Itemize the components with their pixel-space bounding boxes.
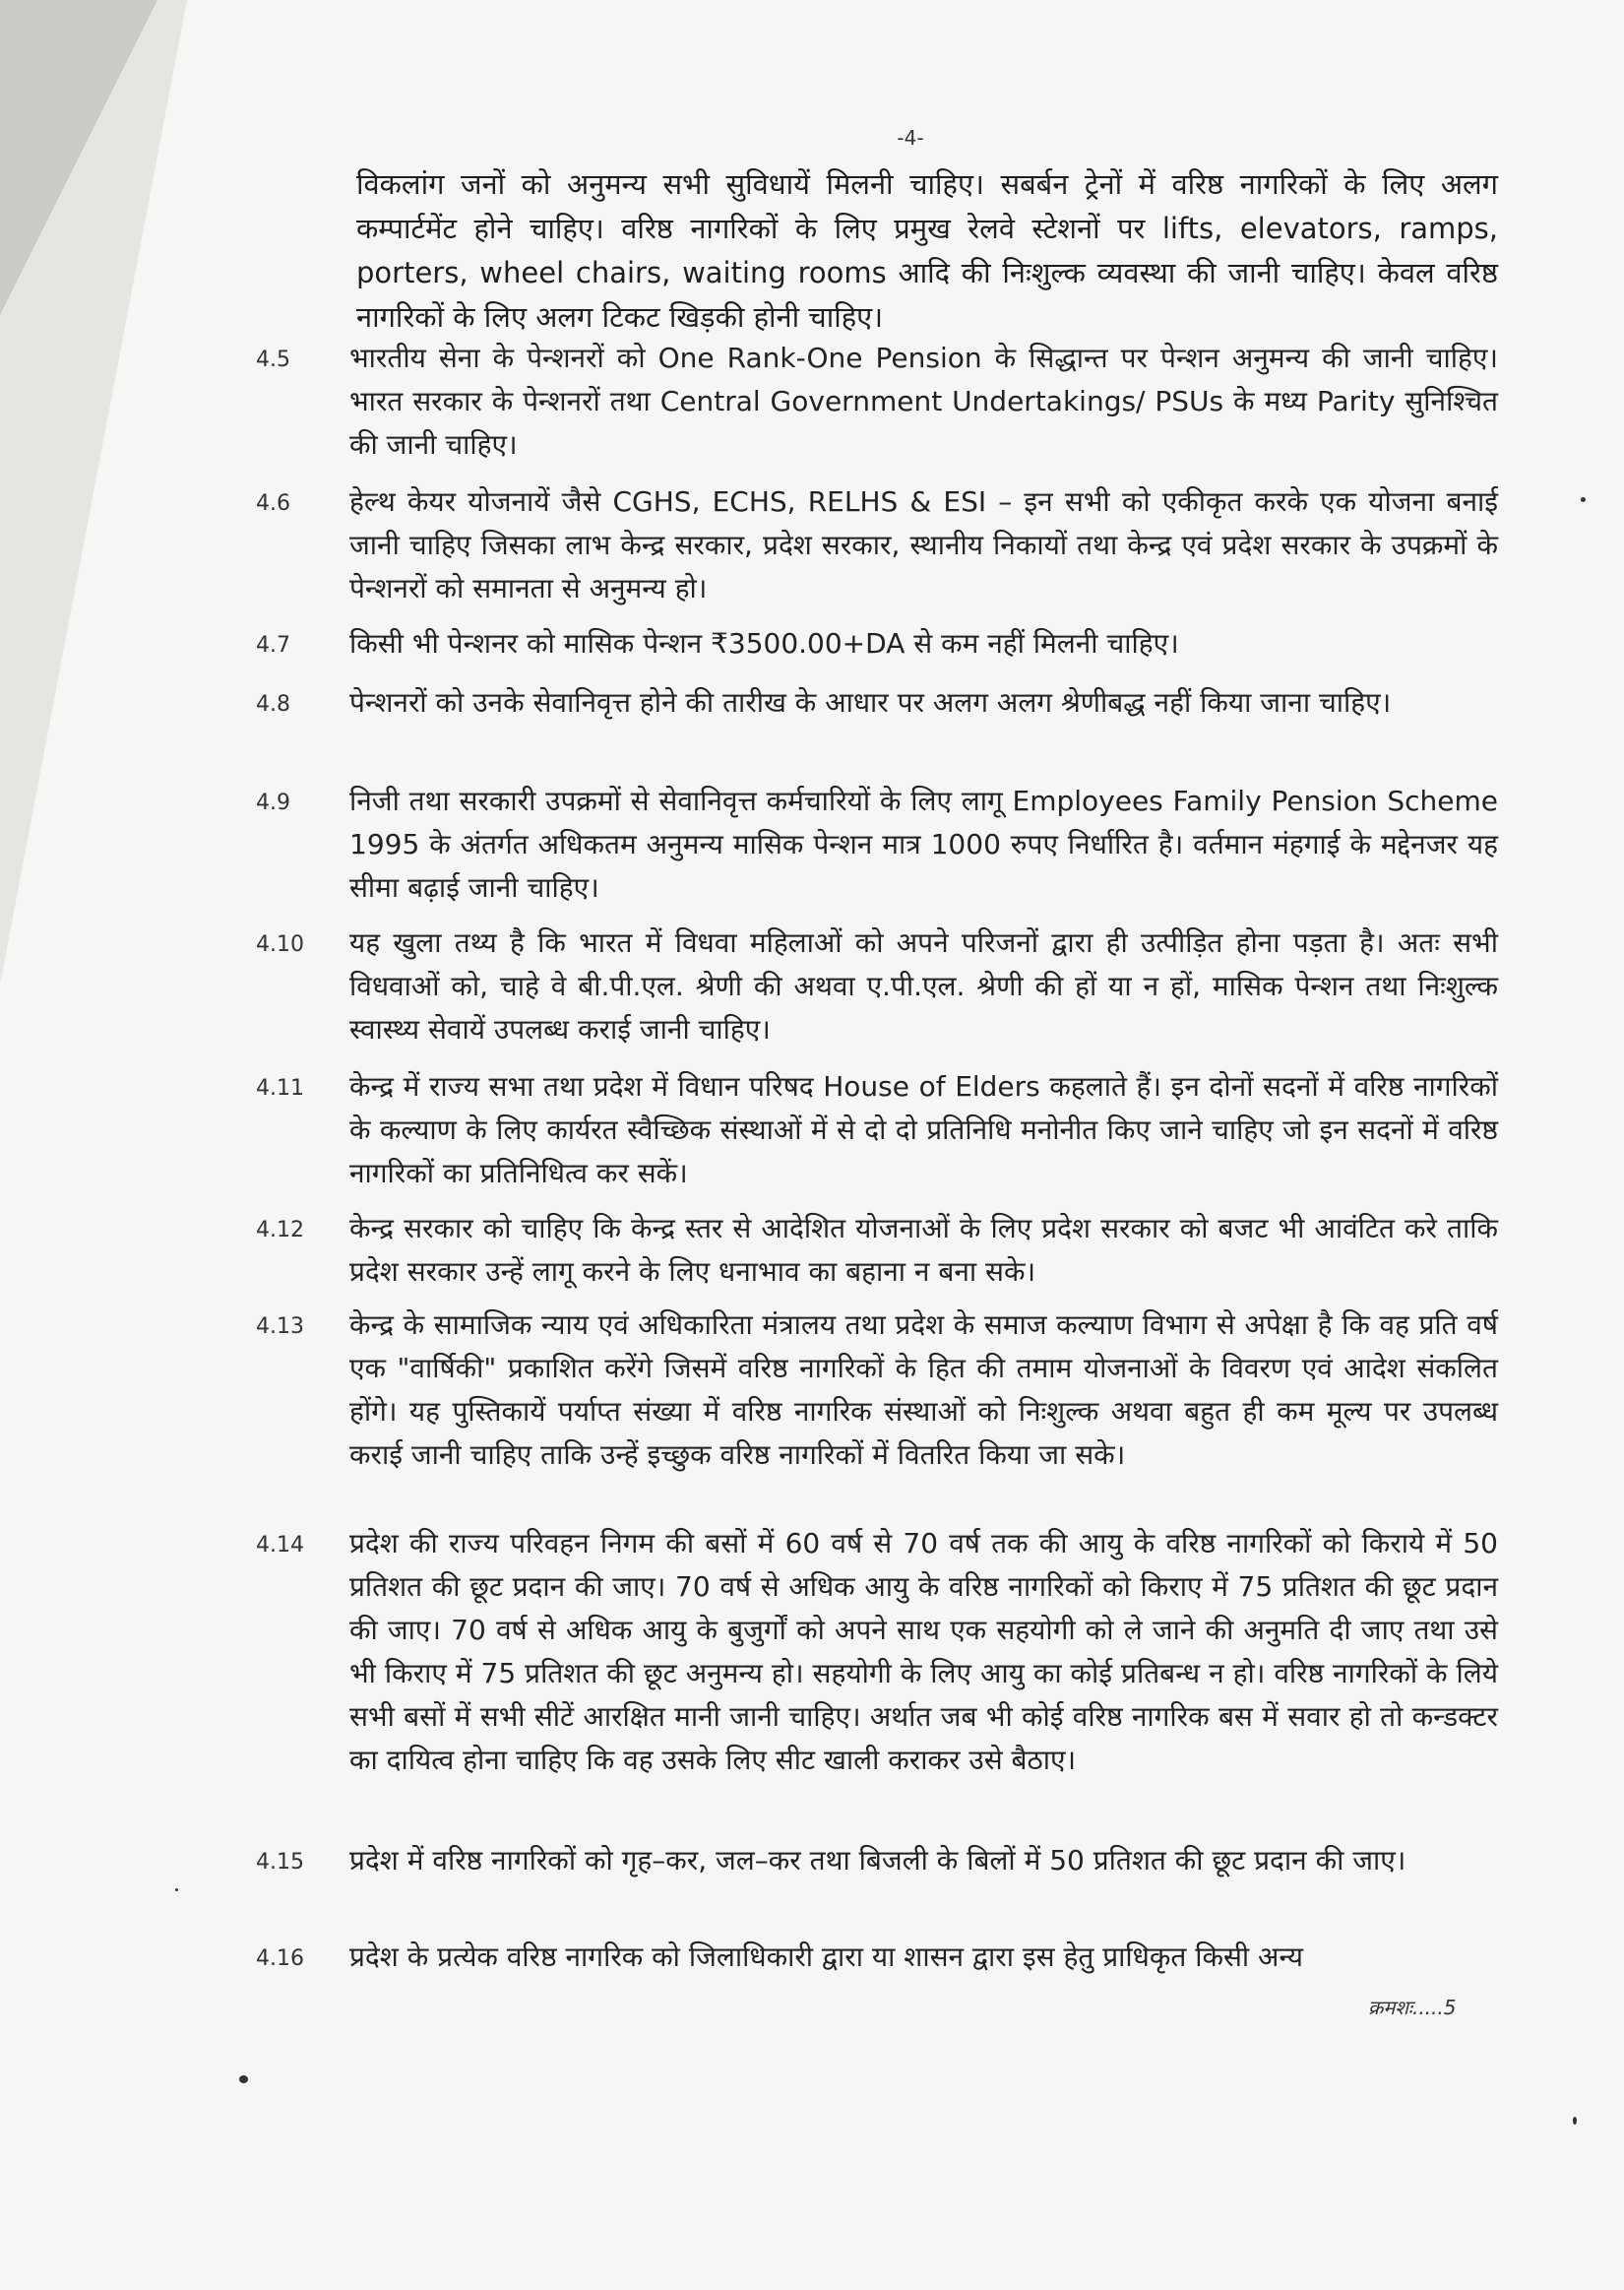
clause-4-12: [256, 1207, 1498, 1294]
clause-number: 4.8: [256, 692, 290, 717]
clause-number: 4.15: [256, 1850, 304, 1875]
clause-number: 4.12: [256, 1218, 304, 1242]
clause-text: किसी भी पेन्शनर को मासिक पेन्शन ₹3500.00+DA से कम नहीं मिलनी चाहिए।: [349, 627, 1179, 660]
clause-text: केन्द्र में राज्य सभा तथा प्रदेश में विधान परिषद House of Elders कहलाते हैं। इन दोनों सदनों में वरिष्ठ नागरिकों के कल्याण के लिए कार्यरत स्वैच्छिक संस्थाओं में से दो दो प्रतिनिधि मनोनीत किए जाने चाहिए जो इन सदनों में वरिष्ठ नागरिकों का प्रतिनिधित्व कर सकें।: [349, 1070, 1498, 1189]
clause-text: पेन्शनरों को उनके सेवानिवृत्त होने की तारीख के आधार पर अलग अलग श्रेणीबद्ध नहीं किया जाना चाहिए।: [349, 686, 1392, 719]
clause-number: 4.11: [256, 1076, 304, 1101]
folded-corner-shadow: [0, 0, 157, 315]
clause-text: प्रदेश की राज्य परिवहन निगम की बसों में 60 वर्ष से 70 वर्ष तक की आयु के वरिष्ठ नागरिकों को किराये में 50 प्रतिशत की छूट प्रदान की जाए। 70 वर्ष से अधिक आयु के वरिष्ठ नागरिकों को किराए में 75 प्रतिशत की छूट प्रदान की जाए। 70 वर्ष से अधिक आयु के बुजुर्गों को अपने साथ एक सहयोगी को ले जाने की अनुमति दी जाए तथा उसे भी किराए में 75 प्रतिशत की छूट अनुमन्य हो। सहयोगी के लिए आयु का कोई प्रतिबन्ध न हो। वरिष्ठ नागरिकों के लिये सभी बसों में सभी सीटें आरक्षित मानी जानी चाहिए। अर्थात जब भी कोई वरिष्ठ नागरिक बस में सवार हो तो कन्डक्टर का दायित्व होना चाहिए कि वह उसके लिए सीट खाली कराकर उसे बैठाए।: [349, 1527, 1498, 1776]
clause-4-7: [256, 622, 1498, 666]
continuation-note: क्रमशः.....5: [1368, 1996, 1457, 2019]
clause-text: हेल्थ केयर योजनायें जैसे CGHS, ECHS, RELHS & ESI – इन सभी को एकीकृत करके एक योजना बनाई जानी चाहिए जिसका लाभ केन्द्र सरकार, प्रदेश सरकार, स्थानीय निकायों तथा केन्द्र एवं प्रदेश सरकार के उपक्रमों के पेन्शनरों को समानता से अनुमन्य हो।: [349, 485, 1498, 604]
clause-text: भारतीय सेना के पेन्शनरों को One Rank-One Pension के सिद्धान्त पर पेन्शन अनुमन्य की जानी चाहिए। भारत सरकार के पेन्शनरों तथा Central Government Undertakings/ PSUs के मध्य Parity सुनिश्चित की जानी चाहिए।: [349, 342, 1498, 461]
clause-number: 4.9: [256, 791, 290, 815]
clause-text: प्रदेश के प्रत्येक वरिष्ठ नागरिक को जिलाधिकारी द्वारा या शासन द्वारा इस हेतु प्राधिकृत किसी अन्य: [349, 1940, 1303, 1973]
clause-number: 4.13: [256, 1314, 304, 1339]
clause-number: 4.6: [256, 491, 290, 516]
scan-speck: [1581, 497, 1586, 502]
clause-4-16: [256, 1936, 1498, 1979]
clause-number: 4.5: [256, 348, 290, 372]
clause-number: 4.14: [256, 1533, 304, 1558]
clause-number: 4.7: [256, 633, 290, 658]
clause-4-8: [256, 681, 1498, 725]
clause-number: 4.10: [256, 932, 304, 957]
clause-number: 4.16: [256, 1946, 304, 1971]
clause-text: केन्द्र सरकार को चाहिए कि केन्द्र स्तर से आदेशित योजनाओं के लिए प्रदेश सरकार को बजट भी आवंटित करे ताकि प्रदेश सरकार उन्हें लागू करने के लिए धनाभाव का बहाना न बना सके।: [349, 1212, 1498, 1288]
clause-text: प्रदेश में वरिष्ठ नागरिकों को गृह–कर, जल–कर तथा बिजली के बिलों में 50 प्रतिशत की छूट प्रदान की जाए।: [349, 1844, 1406, 1877]
clause-text: केन्द्र के सामाजिक न्याय एवं अधिकारिता मंत्रालय तथा प्रदेश के समाज कल्याण विभाग से अपेक्षा है कि वह प्रति वर्ष एक "वार्षिकी" प्रकाशित करेंगे जिसमें वरिष्ठ नागरिकों के हित की तमाम योजनाओं के विवरण एवं आदेश संकलित होंगे। यह पुस्तिकायें पर्याप्त संख्या में वरिष्ठ नागरिक संस्थाओं को निःशुल्क अथवा बहुत ही कम मूल्य पर उपलब्ध कराई जानी चाहिए ताकि उन्हें इच्छुक वरिष्ठ नागरिकों में वितरित किया जा सके।: [349, 1308, 1498, 1471]
clause-text: यह खुला तथ्य है कि भारत में विधवा महिलाओं को अपने परिजनों द्वारा ही उत्पीड़ित होना पड़ता है। अतः सभी विधवाओं को, चाहे वे बी.पी.एल. श्रेणी की अथवा ए.पी.एल. श्रेणी की हों या न हों, मासिक पेन्शन तथा निःशुल्क स्वास्थ्य सेवायें उपलब्ध कराई जानी चाहिए।: [349, 926, 1498, 1046]
clause-4-5: [256, 337, 1498, 467]
scan-speck: [175, 1888, 178, 1891]
lead-paragraph: विकलांग जनों को अनुमन्य सभी सुविधायें मिलनी चाहिए। सबर्बन ट्रेनों में वरिष्ठ नागरिकों के लिए अलग कम्पार्टमेंट होने चाहिए। वरिष्ठ नागरिकों के लिए प्रमुख रेलवे स्टेशनों पर lifts, elevators, ramps, porters, wheel chairs, waiting rooms आदि की निःशुल्क व्यवस्था की जानी चाहिए। केवल वरिष्ठ नागरिकों के लिए अलग टिकट खिड़की होनी चाहिए।: [356, 167, 1498, 334]
clause-text: निजी तथा सरकारी उपक्रमों से सेवानिवृत्त कर्मचारियों के लिए लागू Employees Family Pension Scheme 1995 के अंतर्गत अधिकतम अनुमन्य मासिक पेन्शन मात्र 1000 रुपए निर्धारित है। वर्तमान मंहगाई के मद्देनजर यह सीमा बढ़ाई जानी चाहिए।: [349, 785, 1498, 904]
scan-speck: [1573, 2117, 1577, 2125]
clause-4-14: [256, 1522, 1498, 1782]
scan-speck: [239, 2075, 248, 2083]
clause-4-6: [256, 480, 1498, 610]
clause-4-11: [256, 1065, 1498, 1195]
clause-4-9: [256, 780, 1498, 910]
page-number: -4-: [897, 126, 924, 150]
clause-4-13: [256, 1304, 1498, 1477]
clause-4-10: [256, 922, 1498, 1051]
clause-4-15: [256, 1839, 1498, 1882]
